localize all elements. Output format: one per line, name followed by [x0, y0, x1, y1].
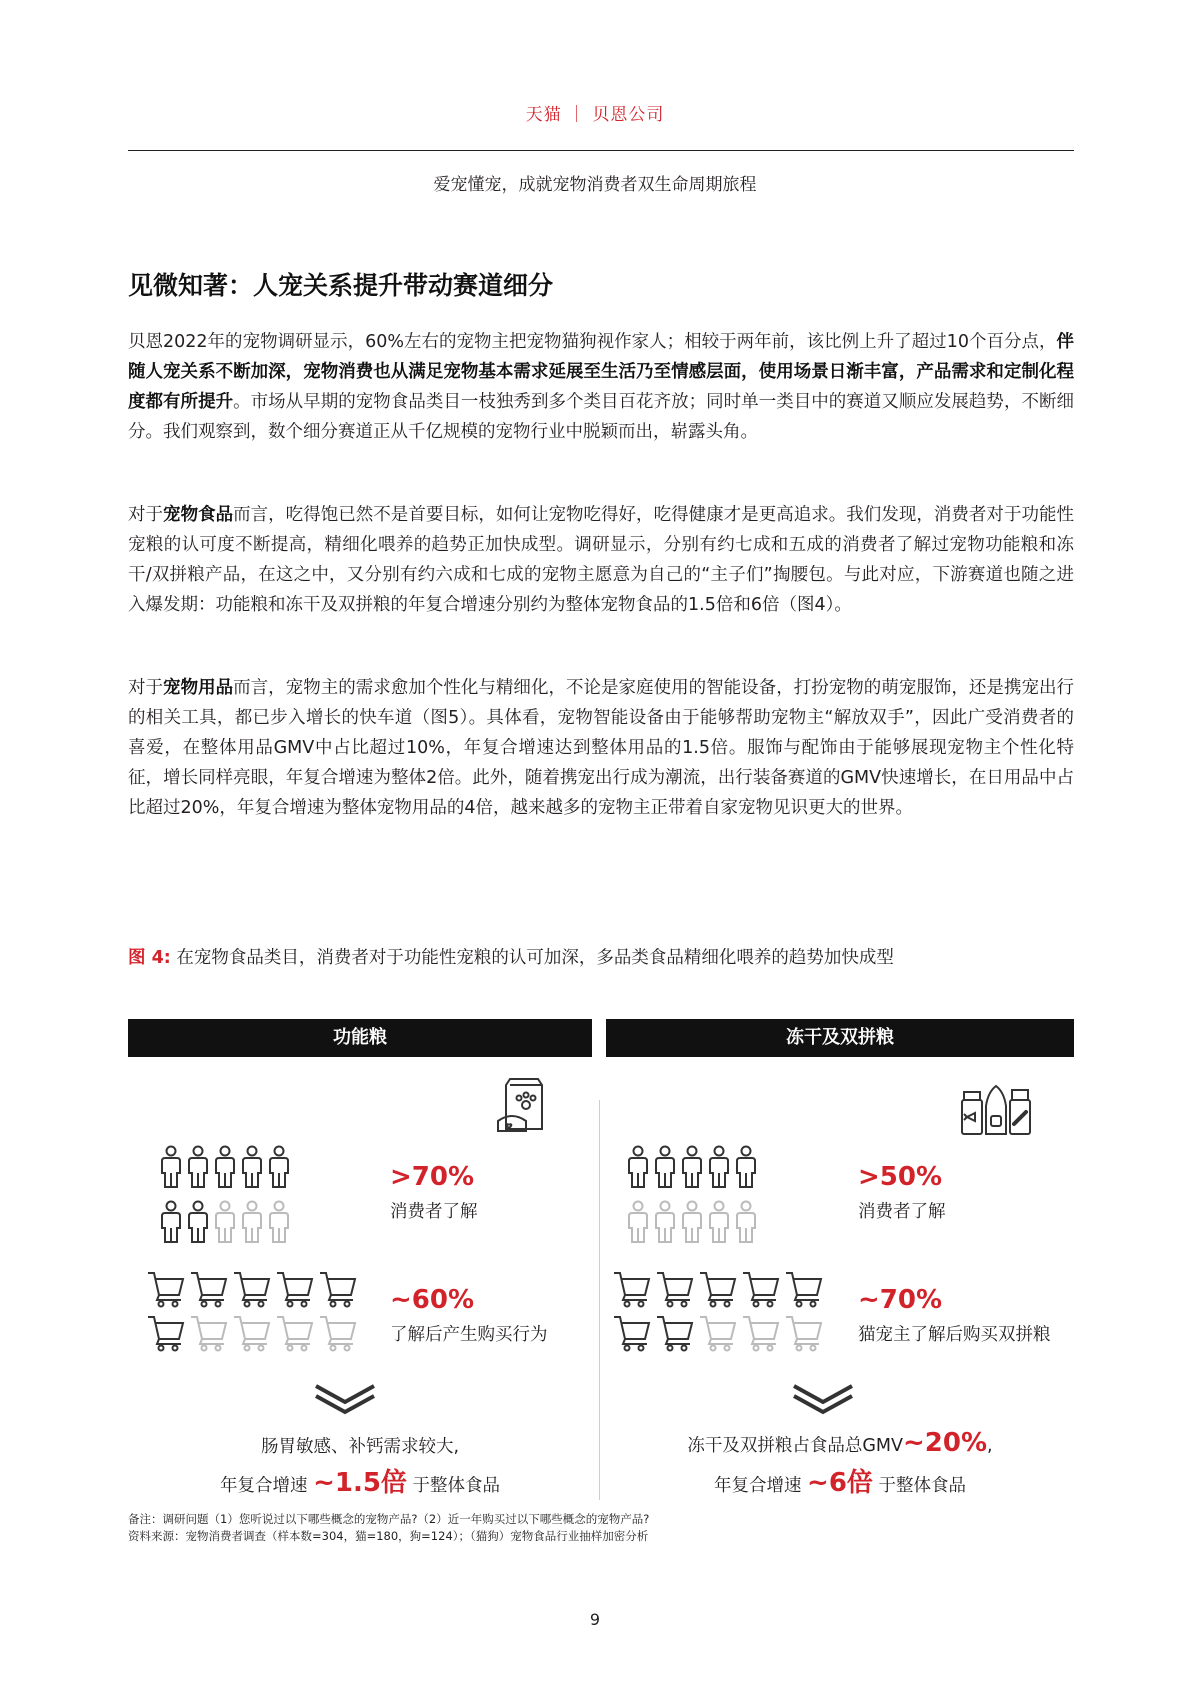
person-icon: [706, 1200, 732, 1244]
shopping-cart-icon: [318, 1314, 358, 1352]
shopping-cart-icon: [612, 1270, 652, 1308]
chevron-down-icon: [790, 1382, 856, 1416]
source-line: 资料来源：宠物消费者调查（样本数=304，猫=180，狗=124）；（猫狗）宠物食品行业抽样加密分析: [128, 1529, 649, 1543]
person-icon: [239, 1145, 265, 1189]
header-divider: [128, 150, 1074, 151]
person-icon: [185, 1200, 211, 1244]
person-icon: [679, 1200, 705, 1244]
person-icon: [652, 1145, 678, 1189]
person-icon: [679, 1145, 705, 1189]
person-icon: [733, 1200, 759, 1244]
shopping-cart-icon: [698, 1314, 738, 1352]
food-jars-icon: [958, 1076, 1034, 1140]
summary-left-line-1: 肠胃敏感、补钙需求较大,: [260, 1437, 460, 1457]
stat-value-right-2: ~70%: [858, 1285, 943, 1315]
shopping-cart-icon: [784, 1314, 824, 1352]
paragraph-2: 对于宠物食品而言，吃得饱已然不是首要目标，如何让宠物吃得好，吃得健康才是更高追求。我们发现，消费者对于功能性宠粮的认可度不断提高，精细化喂养的趋势正加快成型。调研显示，分别有约七成和五成的消费者了解过宠物功能粮和冻干/双拼粮产品，在这之中，又分别有约六成和七成的宠物主愿意为自己的“主子们”掏腰包。与此对应，下游赛道也随之进入爆发期：功能粮和冻干及双拼粮的年复合增速分别约为整体宠物食品的1.5倍和6倍（图4）。: [128, 505, 1075, 615]
paragraph-3: 对于宠物用品而言，宠物主的需求愈加个性化与精细化，不论是家庭使用的智能设备，打扮宠物的萌宠服饰，还是携宠出行的相关工具，都已步入增长的快车道（图5）。具体看，宠物智能设备由于能够帮助宠物主“解放双手”，因此广受消费者的喜爱，在整体用品GMV中占比超过10%，年复合增速达到整体用品的1.5倍。服饰与配饰由于能够展现宠物主个性化特征，增长同样亮眼，年复合增速为整体2倍。此外，随着携宠出行成为潮流，出行装备赛道的GMV快速增长，在日用品中占比超过20%，年复合增速为整体宠物用品的4倍，越来越多的宠物主正带着自家宠物见识更大的世界。: [128, 678, 1075, 818]
person-icon: [625, 1200, 651, 1244]
stat-label-left-2: 了解后产生购买行为: [390, 1325, 548, 1345]
stat-value-left-1: >70%: [390, 1162, 475, 1192]
person-icon: [266, 1145, 292, 1189]
summary-left-line-2: 年复合增速 ~1.5倍 于整体食品: [219, 1468, 500, 1498]
person-icon: [212, 1200, 238, 1244]
header-brand: 天猫 ｜ 贝恩公司: [525, 105, 665, 125]
shopping-cart-icon: [698, 1270, 738, 1308]
stat-label-left-1: 消费者了解: [390, 1202, 478, 1222]
paragraph-1: 贝恩2022年的宠物调研显示，60%左右的宠物主把宠物猫狗视作家人；相较于两年前，该比例上升了超过10个百分点，伴随人宠关系不断加深，宠物消费也从满足宠物基本需求延展至生活乃至情感层面，使用场景日渐丰富，产品需求和定制化程度都有所提升。市场从早期的宠物食品类目一枝独秀到多个类目百花齐放；同时单一类目中的赛道又顺应发展趋势，不断细分。我们观察到，数个细分赛道正从千亿规模的宠物行业中脱颖而出，崭露头角。: [128, 332, 1075, 442]
chevron-down-icon: [312, 1382, 378, 1416]
shopping-cart-icon: [655, 1270, 695, 1308]
figure-title: 图 4: 在宠物食品类目，消费者对于功能性宠粮的认可加深，多品类食品精细化喂养的趋势加快成型: [128, 948, 894, 968]
stat-value-right-1: >50%: [858, 1162, 943, 1192]
person-icon: [239, 1200, 265, 1244]
page-number: 9: [589, 1610, 601, 1629]
shopping-cart-icon: [318, 1270, 358, 1308]
panel-divider: [599, 1100, 600, 1500]
shopping-cart-icon: [146, 1270, 186, 1308]
shopping-cart-icon: [146, 1314, 186, 1352]
shopping-cart-icon: [612, 1314, 652, 1352]
panel-header-functional-food: 功能粮: [128, 1019, 592, 1057]
shopping-cart-icon: [275, 1314, 315, 1352]
shopping-cart-icon: [741, 1314, 781, 1352]
shopping-cart-icon: [275, 1270, 315, 1308]
panel-header-freeze-dried: 冻干及双拼粮: [606, 1019, 1074, 1057]
person-icon: [158, 1145, 184, 1189]
report-subtitle: 爱宠懂宠，成就宠物消费者双生命周期旅程: [433, 175, 757, 195]
shopping-cart-icon: [232, 1270, 272, 1308]
person-icon: [706, 1145, 732, 1189]
food-bag-icon: [492, 1071, 562, 1141]
section-title: 见微知著：人宠关系提升带动赛道细分: [128, 271, 554, 300]
stat-value-left-2: ~60%: [390, 1285, 475, 1315]
person-icon: [652, 1200, 678, 1244]
shopping-cart-icon: [189, 1270, 229, 1308]
person-icon: [266, 1200, 292, 1244]
summary-right-line-1: 冻干及双拼粮占食品总GMV~20%,: [687, 1428, 993, 1458]
shopping-cart-icon: [784, 1270, 824, 1308]
note-line: 备注：调研问题（1）您听说过以下哪些概念的宠物产品?（2）近一年购买过以下哪些概念的宠物产品?: [128, 1512, 650, 1526]
person-icon: [212, 1145, 238, 1189]
person-icon: [185, 1145, 211, 1189]
shopping-cart-icon: [741, 1270, 781, 1308]
shopping-cart-icon: [189, 1314, 229, 1352]
stat-label-right-2: 猫宠主了解后购买双拼粮: [858, 1325, 1051, 1345]
shopping-cart-icon: [232, 1314, 272, 1352]
person-icon: [733, 1145, 759, 1189]
stat-label-right-1: 消费者了解: [858, 1202, 946, 1222]
shopping-cart-icon: [655, 1314, 695, 1352]
summary-right-line-2: 年复合增速 ~6倍 于整体食品: [713, 1468, 967, 1498]
person-icon: [158, 1200, 184, 1244]
person-icon: [625, 1145, 651, 1189]
